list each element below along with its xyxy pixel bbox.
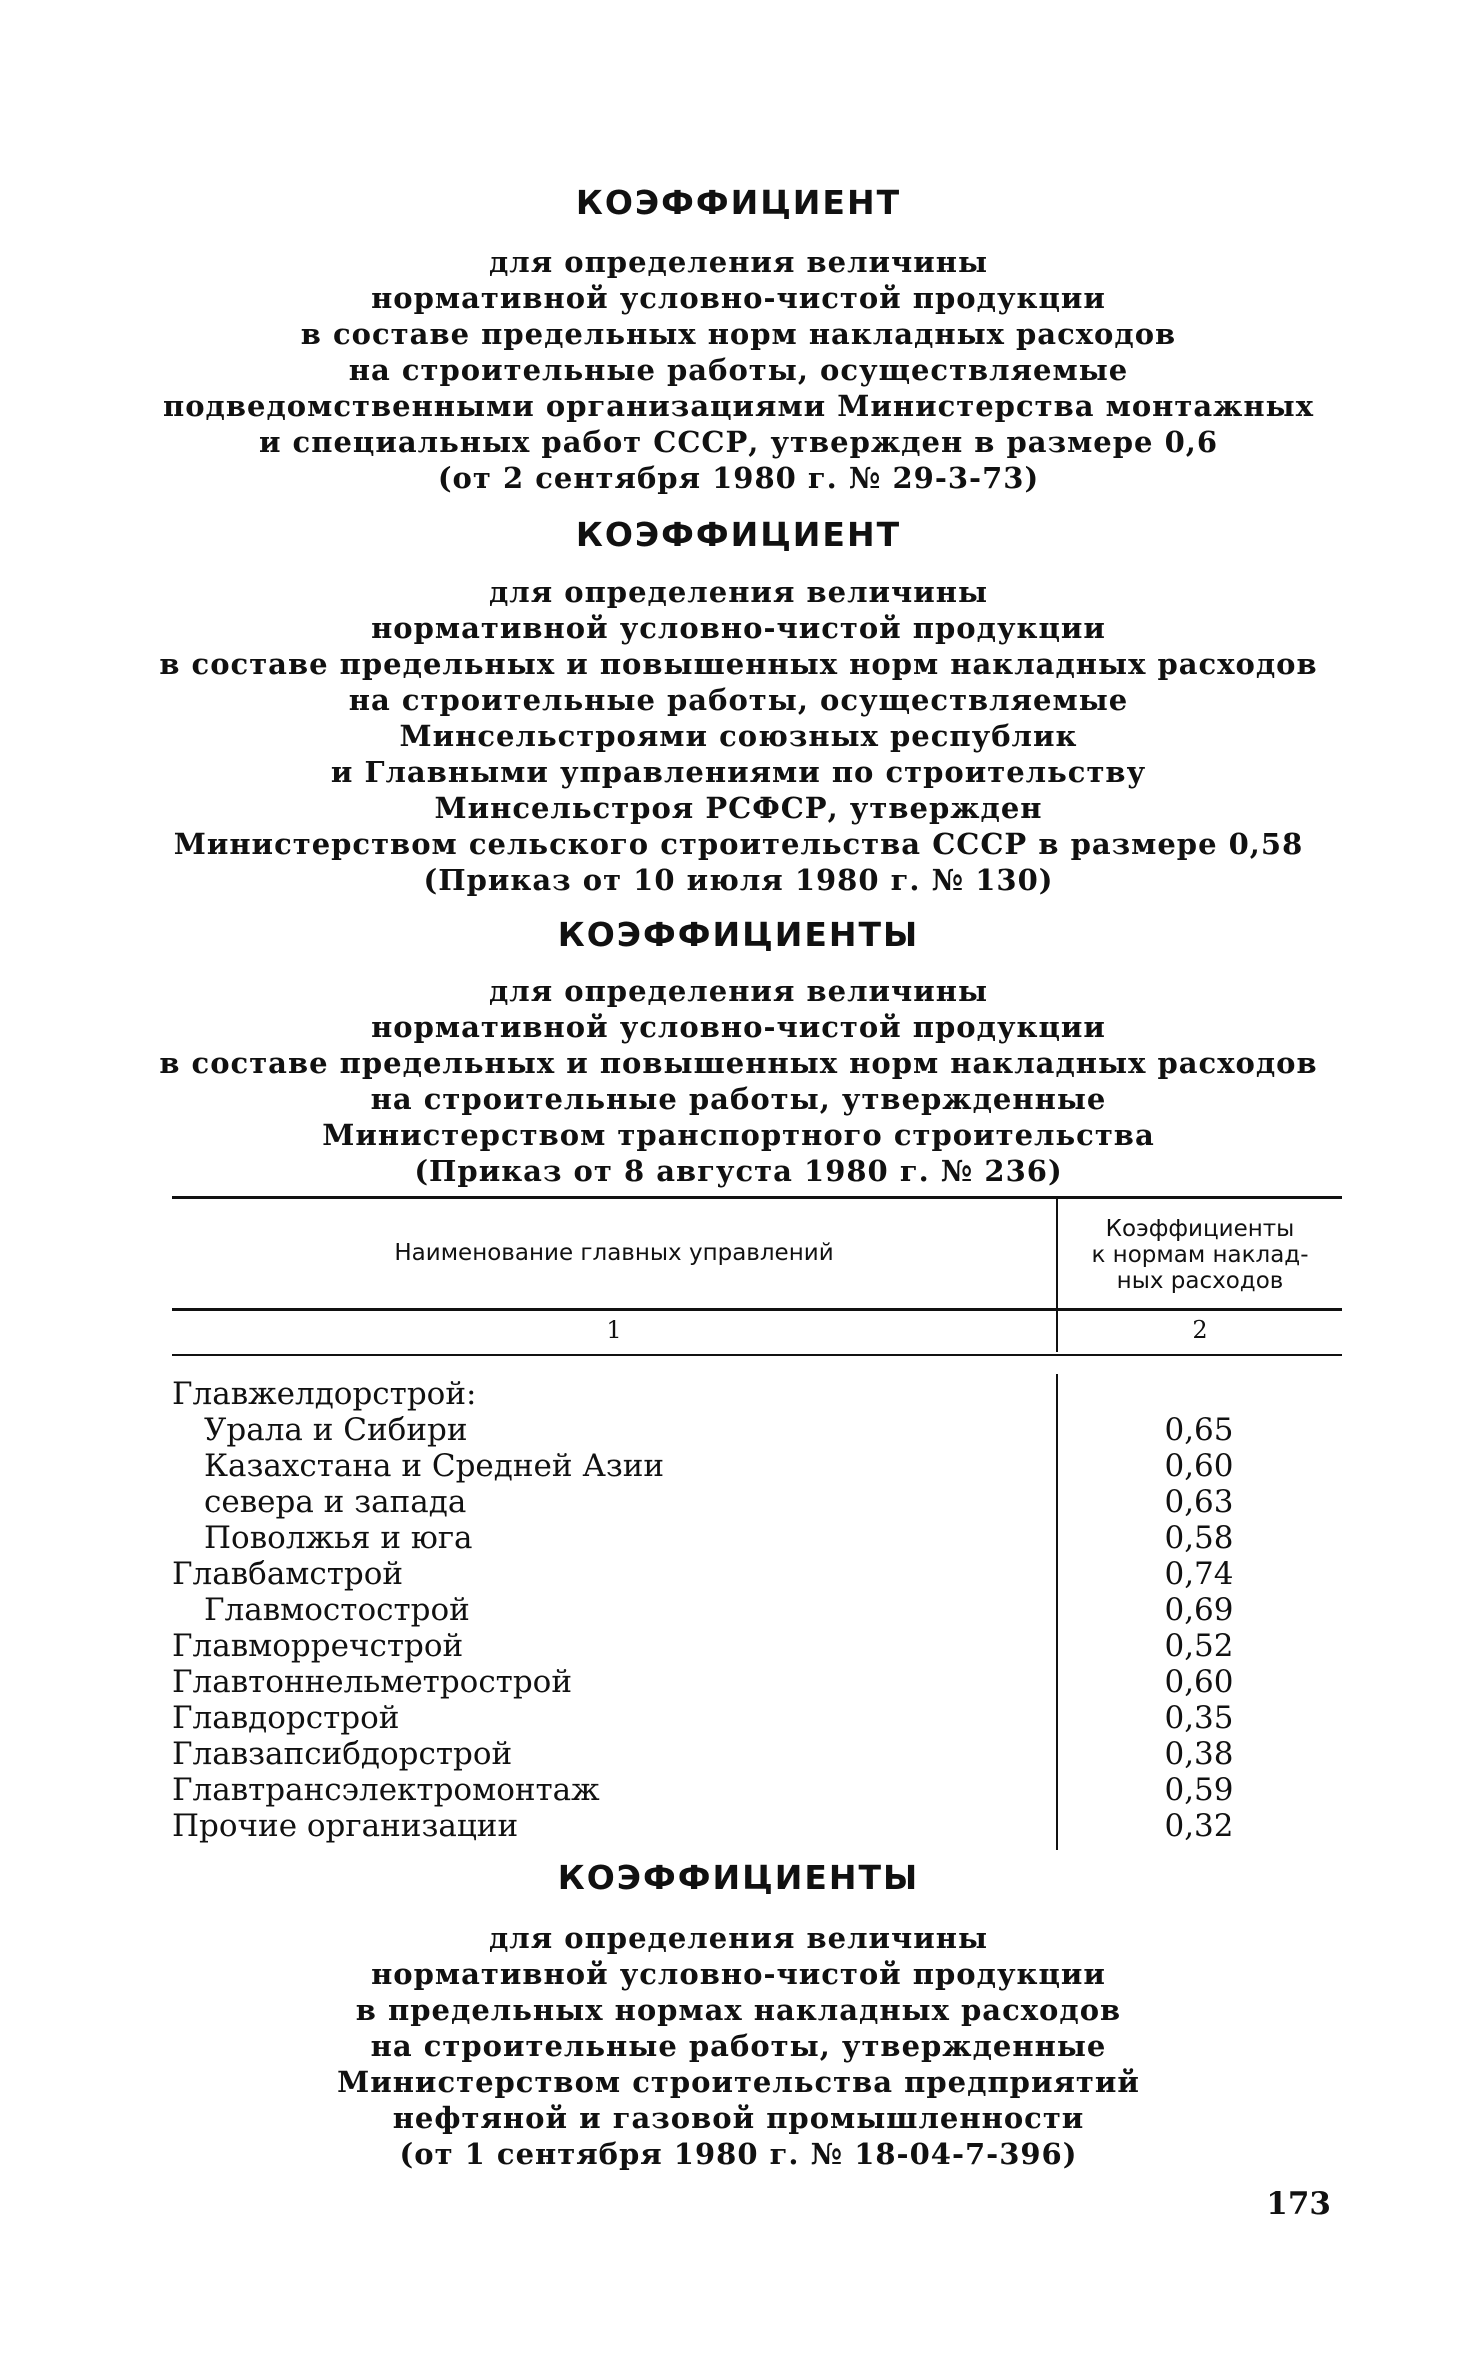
section1-line: в составе предельных норм накладных расходов (300, 317, 1177, 351)
column-header-line: ных расходов (1116, 1268, 1284, 1294)
section1-line: подведомственными организациями Министерства монтажных (162, 389, 1315, 423)
table-cell-name: Главбамстрой (172, 1556, 404, 1592)
section4-line: Министерством строительства предприятий (337, 2065, 1140, 2099)
column-header-name: Наименование главных управлений (394, 1240, 834, 1266)
section2-line: и Главными управлениями по строительству (330, 755, 1147, 789)
table-cell-name: Прочие организации (172, 1808, 519, 1844)
section4-line: на строительные работы, утвержденные (370, 2029, 1107, 2063)
section2-line: Минсельстроями союзных республик (399, 719, 1078, 753)
section4-body (0, 1920, 1477, 2172)
table-cell-name: Главмостострой (204, 1592, 470, 1628)
section2-heading: КОЭФФИЦИЕНТ (575, 515, 902, 554)
section3-line: Министерством транспортного строительства (322, 1118, 1155, 1152)
table-cell-coefficient: 0,60 (1164, 1664, 1234, 1700)
section2-line: на строительные работы, осуществляемые (348, 683, 1129, 717)
section1-line: нормативной условно-чистой продукции (371, 281, 1106, 315)
section1-line: на строительные работы, осуществляемые (348, 353, 1129, 387)
column-number-2: 2 (1192, 1316, 1208, 1344)
section3-body (0, 973, 1477, 1189)
column-header-line: к нормам наклад- (1091, 1242, 1309, 1268)
table-number-rule (172, 1354, 1342, 1356)
table-cell-coefficient: 0,74 (1164, 1556, 1234, 1592)
table-cell-coefficient: 0,32 (1164, 1808, 1234, 1844)
table-cell-name: Урала и Сибири (204, 1412, 468, 1448)
table-row (172, 1376, 1342, 1412)
table-cell-name: Поволжья и юга (204, 1520, 473, 1556)
table-cell-coefficient: 0,35 (1164, 1700, 1234, 1736)
section2-line: в составе предельных и повышенных норм накладных расходов (159, 647, 1318, 681)
section2-line: нормативной условно-чистой продукции (371, 611, 1106, 645)
section1-line: и специальных работ СССР, утвержден в размере 0,6 (258, 425, 1219, 459)
table-cell-name: Главзапсибдорстрой (172, 1736, 513, 1772)
section3-line: (Приказ от 8 августа 1980 г. № 236) (414, 1154, 1063, 1188)
table-cell-coefficient: 0,60 (1164, 1448, 1234, 1484)
table-row (172, 1448, 1342, 1484)
page-number: 173 (1266, 2186, 1331, 2222)
section3-line: нормативной условно-чистой продукции (371, 1010, 1106, 1044)
table-row (172, 1700, 1342, 1736)
table-row (172, 1592, 1342, 1628)
section4-line: (от 1 сентября 1980 г. № 18-04-7-396) (399, 2137, 1078, 2171)
section2-line: (Приказ от 10 июля 1980 г. № 130) (423, 863, 1054, 897)
table-cell-coefficient: 0,65 (1164, 1412, 1234, 1448)
table-cell-coefficient: 0,38 (1164, 1736, 1234, 1772)
table-row (172, 1412, 1342, 1448)
section1-heading: КОЭФФИЦИЕНТ (575, 183, 902, 222)
section2-line: Минсельстроя РСФСР, утвержден (434, 791, 1043, 825)
section4-line: для определения величины (488, 1921, 989, 1955)
table-cell-name: Главтрансэлектромонтаж (172, 1772, 600, 1808)
section2-line: для определения величины (488, 575, 989, 609)
table-cell-coefficient: 0,59 (1164, 1772, 1234, 1808)
table-row (172, 1628, 1342, 1664)
table-cell-name: севера и запада (204, 1484, 467, 1520)
section3-heading: КОЭФФИЦИЕНТЫ (557, 915, 920, 954)
table-row (172, 1736, 1342, 1772)
column-number-1: 1 (606, 1316, 622, 1344)
column-header-line: Коэффициенты (1105, 1216, 1295, 1242)
table-cell-coefficient: 0,63 (1164, 1484, 1234, 1520)
table-cell-coefficient: 0,58 (1164, 1520, 1234, 1556)
section3-line: на строительные работы, утвержденные (370, 1082, 1107, 1116)
section1-line: для определения величины (488, 245, 989, 279)
section4-line: нормативной условно-чистой продукции (371, 1957, 1106, 1991)
table-cell-name: Главтоннельметрострой (172, 1664, 573, 1700)
table-cell-coefficient: 0,52 (1164, 1628, 1234, 1664)
table-cell-name: Главдорстрой (172, 1700, 400, 1736)
section3-line: для определения величины (488, 974, 989, 1008)
table-cell-name: Главморречстрой (172, 1628, 464, 1664)
table-cell-name: Казахстана и Средней Азии (204, 1448, 665, 1484)
section2-body (0, 574, 1477, 898)
table-row (172, 1484, 1342, 1520)
table-top-rule (172, 1196, 1342, 1199)
table-row (172, 1520, 1342, 1556)
table-row (172, 1664, 1342, 1700)
table-row (172, 1556, 1342, 1592)
section1-body (0, 244, 1477, 496)
section4-line: нефтяной и газовой промышленности (392, 2101, 1085, 2135)
section3-line: в составе предельных и повышенных норм накладных расходов (159, 1046, 1318, 1080)
section4-heading: КОЭФФИЦИЕНТЫ (557, 1858, 920, 1897)
table-header-rule (172, 1308, 1342, 1311)
section4-line: в предельных нормах накладных расходов (355, 1993, 1122, 2027)
section2-line: Министерством сельского строительства СССР в размере 0,58 (173, 827, 1304, 861)
column-header-coefficients (1058, 1216, 1342, 1294)
table-row (172, 1808, 1342, 1844)
table-row (172, 1772, 1342, 1808)
table-cell-name: Главжелдорстрой: (172, 1376, 477, 1412)
table-cell-coefficient: 0,69 (1164, 1592, 1234, 1628)
section1-line: (от 2 сентября 1980 г. № 29-3-73) (437, 461, 1040, 495)
